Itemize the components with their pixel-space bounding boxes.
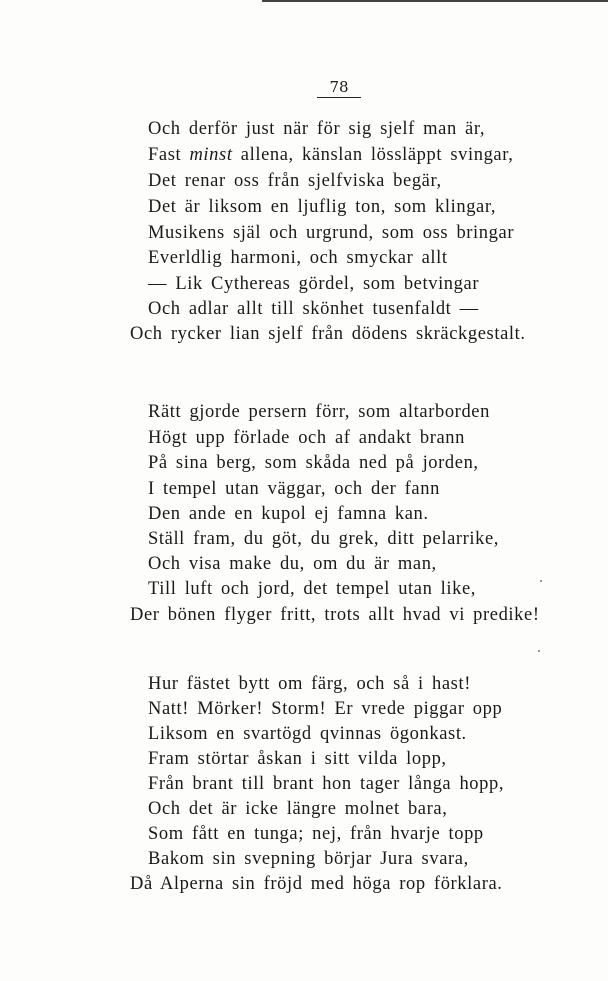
stanza-2-line-1: Rätt gjorde persern förr, som altarborden bbox=[148, 402, 490, 422]
stanza-2-line-8: Till luft och jord, det tempel utan like, bbox=[148, 579, 477, 599]
stanza-2-line-6: Ställ fram, du göt, du grek, ditt pelarrike, bbox=[148, 529, 500, 549]
stanza-2-line-2: Högt upp förlade och af andakt brann bbox=[148, 428, 466, 448]
paper-speck bbox=[538, 650, 540, 652]
stanza-1-line-9: Och rycker lian sjelf från dödens skräckgestalt. bbox=[130, 324, 526, 344]
stanza-3-line-1: Hur fästet bytt om färg, och så i hast! bbox=[148, 674, 471, 694]
stanza-3-line-4: Fram störtar åskan i sitt vilda lopp, bbox=[148, 749, 447, 769]
stanza-3-line-2: Natt! Mörker! Storm! Er vrede piggar opp bbox=[148, 699, 503, 719]
emphasis-word: minst bbox=[189, 145, 233, 165]
stanza-2-line-5: Den ande en kupol ej famna kan. bbox=[148, 504, 429, 524]
stanza-1-line-1: Och derför just när för sig sjelf man är, bbox=[148, 119, 486, 139]
stanza-2-line-3: På sina berg, som skåda ned på jorden, bbox=[148, 453, 479, 473]
page-number: 78 bbox=[317, 78, 361, 98]
line-text: Fast bbox=[148, 145, 190, 165]
stanza-2-line-9: Der bönen flyger fritt, trots allt hvad vi predike! bbox=[130, 605, 540, 625]
stanza-1-line-8: Och adlar allt till skönhet tusenfaldt — bbox=[148, 299, 479, 319]
stanza-1-line-5: Musikens själ och urgrund, som oss bringar bbox=[148, 223, 515, 243]
stanza-3-line-8: Bakom sin svepning börjar Jura svara, bbox=[148, 849, 469, 869]
top-edge-rule bbox=[262, 0, 608, 2]
stanza-3-line-9: Då Alperna sin fröjd med höga rop förklara. bbox=[130, 874, 503, 894]
stanza-3-line-5: Från brant till brant hon tager långa hopp, bbox=[148, 774, 505, 794]
stanza-3-line-7: Som fått en tunga; nej, från hvarje topp bbox=[148, 824, 484, 844]
stanza-1-line-4: Det är liksom en ljuflig ton, som klingar, bbox=[148, 197, 497, 217]
stanza-2-line-4: I tempel utan väggar, och der fann bbox=[148, 479, 440, 499]
stanza-1-line-2 bbox=[148, 143, 514, 167]
line-text-after: allena, känslan lössläppt svingar, bbox=[232, 145, 514, 165]
stanza-1-line-7: — Lik Cythereas gördel, som betvingar bbox=[148, 274, 480, 294]
stanza-1-line-3: Det renar oss från sjelfviska begär, bbox=[148, 171, 442, 191]
stanza-3-line-6: Och det är icke längre molnet bara, bbox=[148, 799, 448, 819]
paper-speck bbox=[540, 580, 542, 582]
stanza-3-line-3: Liksom en svartögd qvinnas ögonkast. bbox=[148, 724, 467, 744]
stanza-2-line-7: Och visa make du, om du är man, bbox=[148, 554, 437, 574]
stanza-1-line-6: Everldlig harmoni, och smyckar allt bbox=[148, 248, 448, 268]
